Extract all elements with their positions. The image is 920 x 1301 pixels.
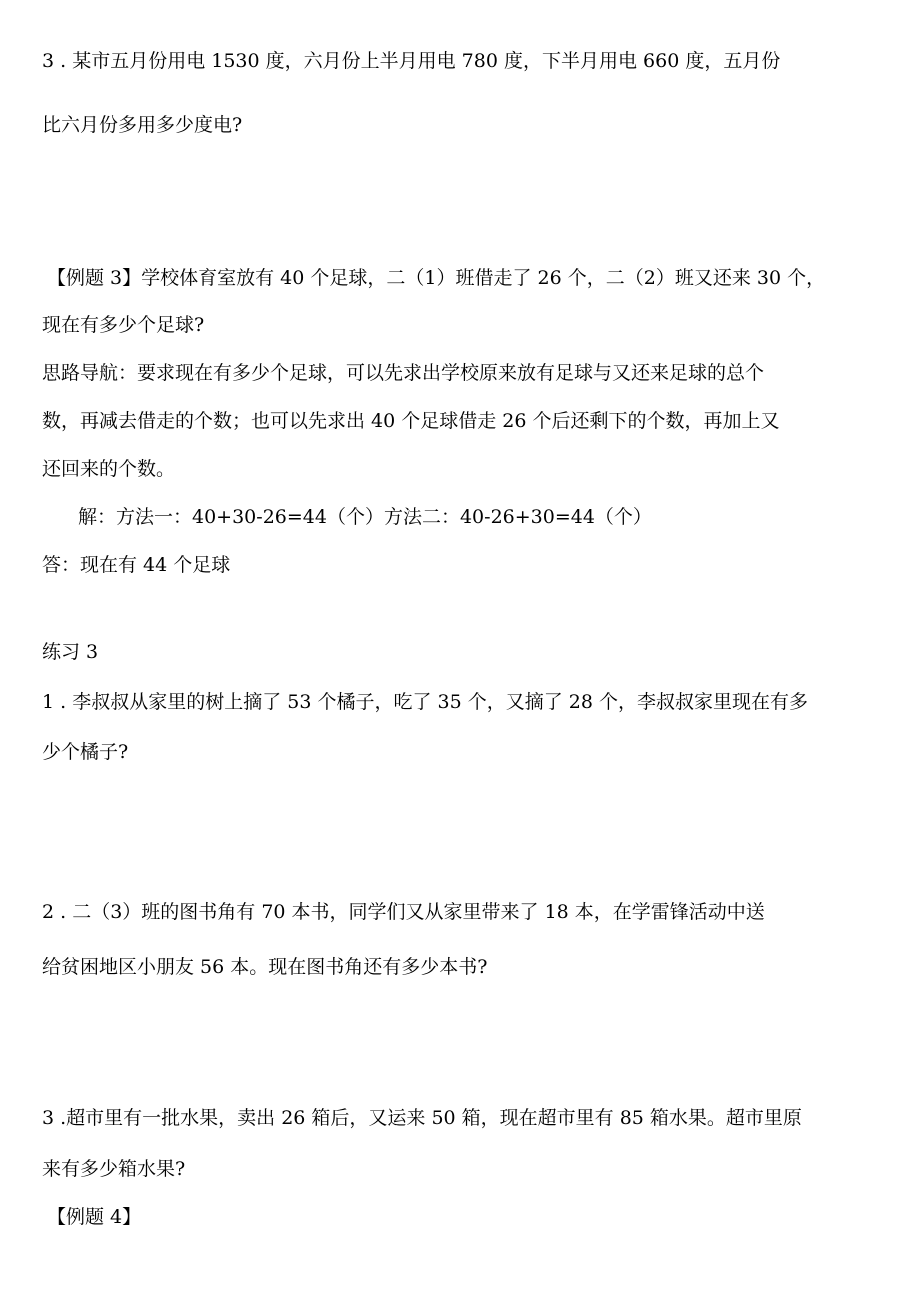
exercise-2-line-1: 2 . 二（3）班的图书角有 70 本书，同学们又从家里带来了 18 本，在学雷锋活动中送 bbox=[42, 901, 765, 923]
problem-3-line-2: 比六月份多用多少度电? bbox=[42, 114, 243, 136]
exercise-title: 练习 3 bbox=[42, 641, 99, 663]
exercise-1-line-2: 少个橘子? bbox=[42, 741, 129, 763]
example-3-line-1: 【例题 3】学校体育室放有 40 个足球，二（1）班借走了 26 个，二（2）班又还来 30 个， bbox=[47, 267, 826, 289]
hint-line-1: 思路导航：要求现在有多少个足球，可以先求出学校原来放有足球与又还来足球的总个 bbox=[42, 362, 765, 384]
exercise-3-line-1: 3 .超市里有一批水果，卖出 26 箱后，又运来 50 箱，现在超市里有 85 箱水果。超市里原 bbox=[42, 1107, 802, 1129]
exercise-1-line-1: 1 . 李叔叔从家里的树上摘了 53 个橘子，吃了 35 个，又摘了 28 个，李叔叔家里现在有多 bbox=[42, 691, 808, 713]
problem-3-line-1: 3 . 某市五月份用电 1530 度，六月份上半月用电 780 度，下半月用电 660 度，五月份 bbox=[42, 50, 781, 72]
hint-line-3: 还回来的个数。 bbox=[42, 458, 176, 480]
hint-line-2: 数，再减去借走的个数；也可以先求出 40 个足球借走 26 个后还剩下的个数，再加上又 bbox=[42, 410, 780, 432]
example-3-line-2: 现在有多少个足球? bbox=[42, 314, 205, 336]
exercise-3-line-2: 来有多少箱水果? bbox=[42, 1158, 186, 1180]
solution-line: 解：方法一：40+30-26=44（个）方法二：40-26+30=44（个） bbox=[78, 506, 652, 528]
answer-line: 答：现在有 44 个足球 bbox=[42, 554, 231, 576]
exercise-2-line-2: 给贫困地区小朋友 56 本。现在图书角还有多少本书? bbox=[42, 956, 488, 978]
example-4-heading: 【例题 4】 bbox=[47, 1206, 142, 1228]
